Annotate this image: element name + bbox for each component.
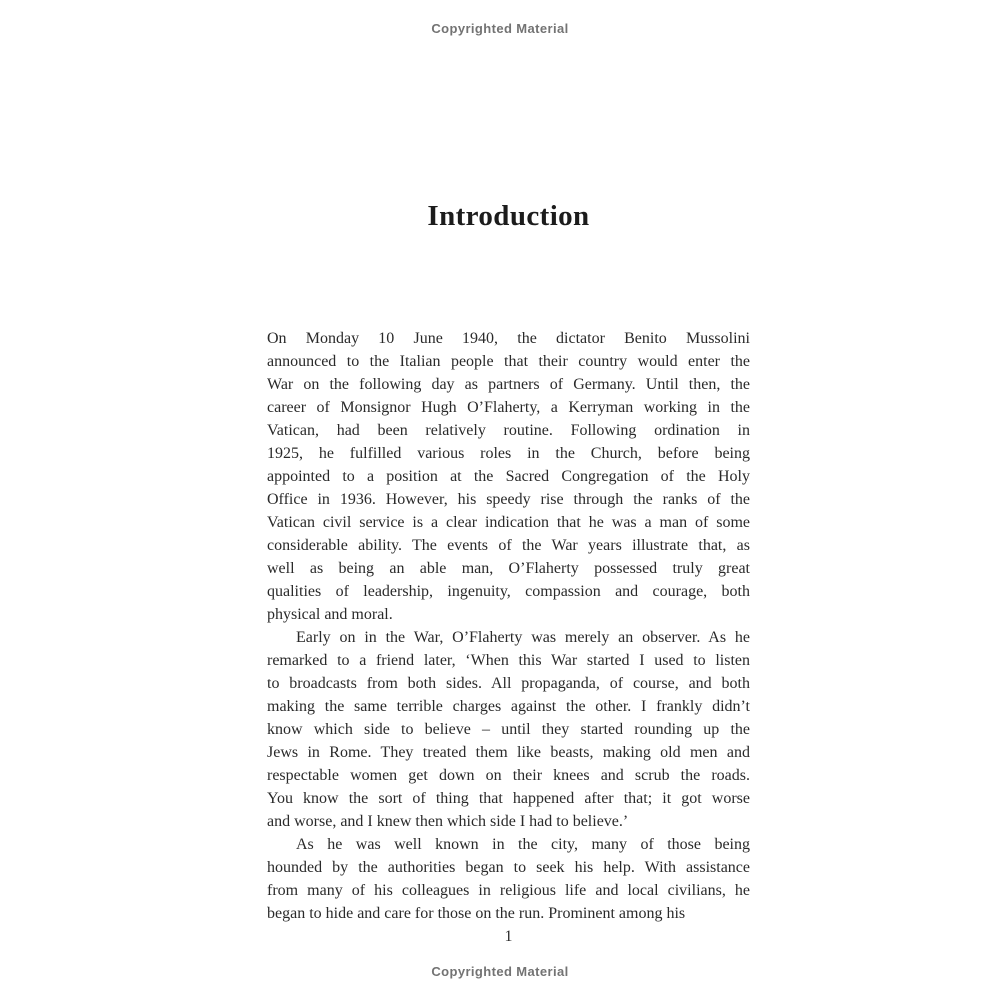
chapter-title: Introduction [427, 200, 590, 232]
text-line: announced to the Italian people that their country would enter the [267, 353, 750, 370]
copyright-notice-top: Copyrighted Material [431, 21, 569, 36]
paragraph [267, 327, 750, 626]
text-line: know which side to believe – until they started rounding up the [267, 721, 750, 738]
text-line: respectable women get down on their knees and scrub the roads. [267, 767, 750, 784]
text-line: began to hide and care for those on the run. Prominent among his [267, 905, 686, 922]
text-line: considerable ability. The events of the War years illustrate that, as [267, 537, 750, 554]
paragraph [267, 626, 750, 833]
text-line: hounded by the authorities began to seek his help. With assistance [267, 859, 750, 876]
text-line: Vatican, had been relatively routine. Following ordination in [267, 422, 750, 439]
text-line: and worse, and I knew then which side I had to believe.’ [267, 813, 629, 830]
text-line: War on the following day as partners of Germany. Until then, the [267, 376, 750, 393]
text-line: to broadcasts from both sides. All propaganda, of course, and both [267, 675, 750, 692]
text-line: remarked to a friend later, ‘When this War started I used to listen [267, 652, 750, 669]
text-line: career of Monsignor Hugh O’Flaherty, a Kerryman working in the [267, 399, 750, 416]
text-line: making the same terrible charges against the other. I frankly didn’t [267, 698, 750, 715]
text-line: Early on in the War, O’Flaherty was merely an observer. As he [296, 629, 750, 646]
page-number: 1 [504, 928, 513, 945]
body-text-column [267, 327, 750, 925]
text-line: qualities of leadership, ingenuity, compassion and courage, both [267, 583, 750, 600]
text-line: well as being an able man, O’Flaherty possessed truly great [267, 560, 750, 577]
text-line: On Monday 10 June 1940, the dictator Benito Mussolini [267, 330, 750, 347]
text-line: As he was well known in the city, many of those being [296, 836, 750, 853]
text-line: Jews in Rome. They treated them like beasts, making old men and [267, 744, 750, 761]
text-line: appointed to a position at the Sacred Congregation of the Holy [267, 468, 750, 485]
copyright-notice-bottom: Copyrighted Material [431, 964, 569, 979]
text-line: Vatican civil service is a clear indication that he was a man of some [267, 514, 750, 531]
text-line: 1925, he fulfilled various roles in the Church, before being [267, 445, 750, 462]
text-line: You know the sort of thing that happened after that; it got worse [267, 790, 750, 807]
text-line: from many of his colleagues in religious life and local civilians, he [267, 882, 750, 899]
paragraph [267, 833, 750, 925]
text-line: physical and moral. [267, 606, 393, 623]
text-line: Office in 1936. However, his speedy rise through the ranks of the [267, 491, 750, 508]
